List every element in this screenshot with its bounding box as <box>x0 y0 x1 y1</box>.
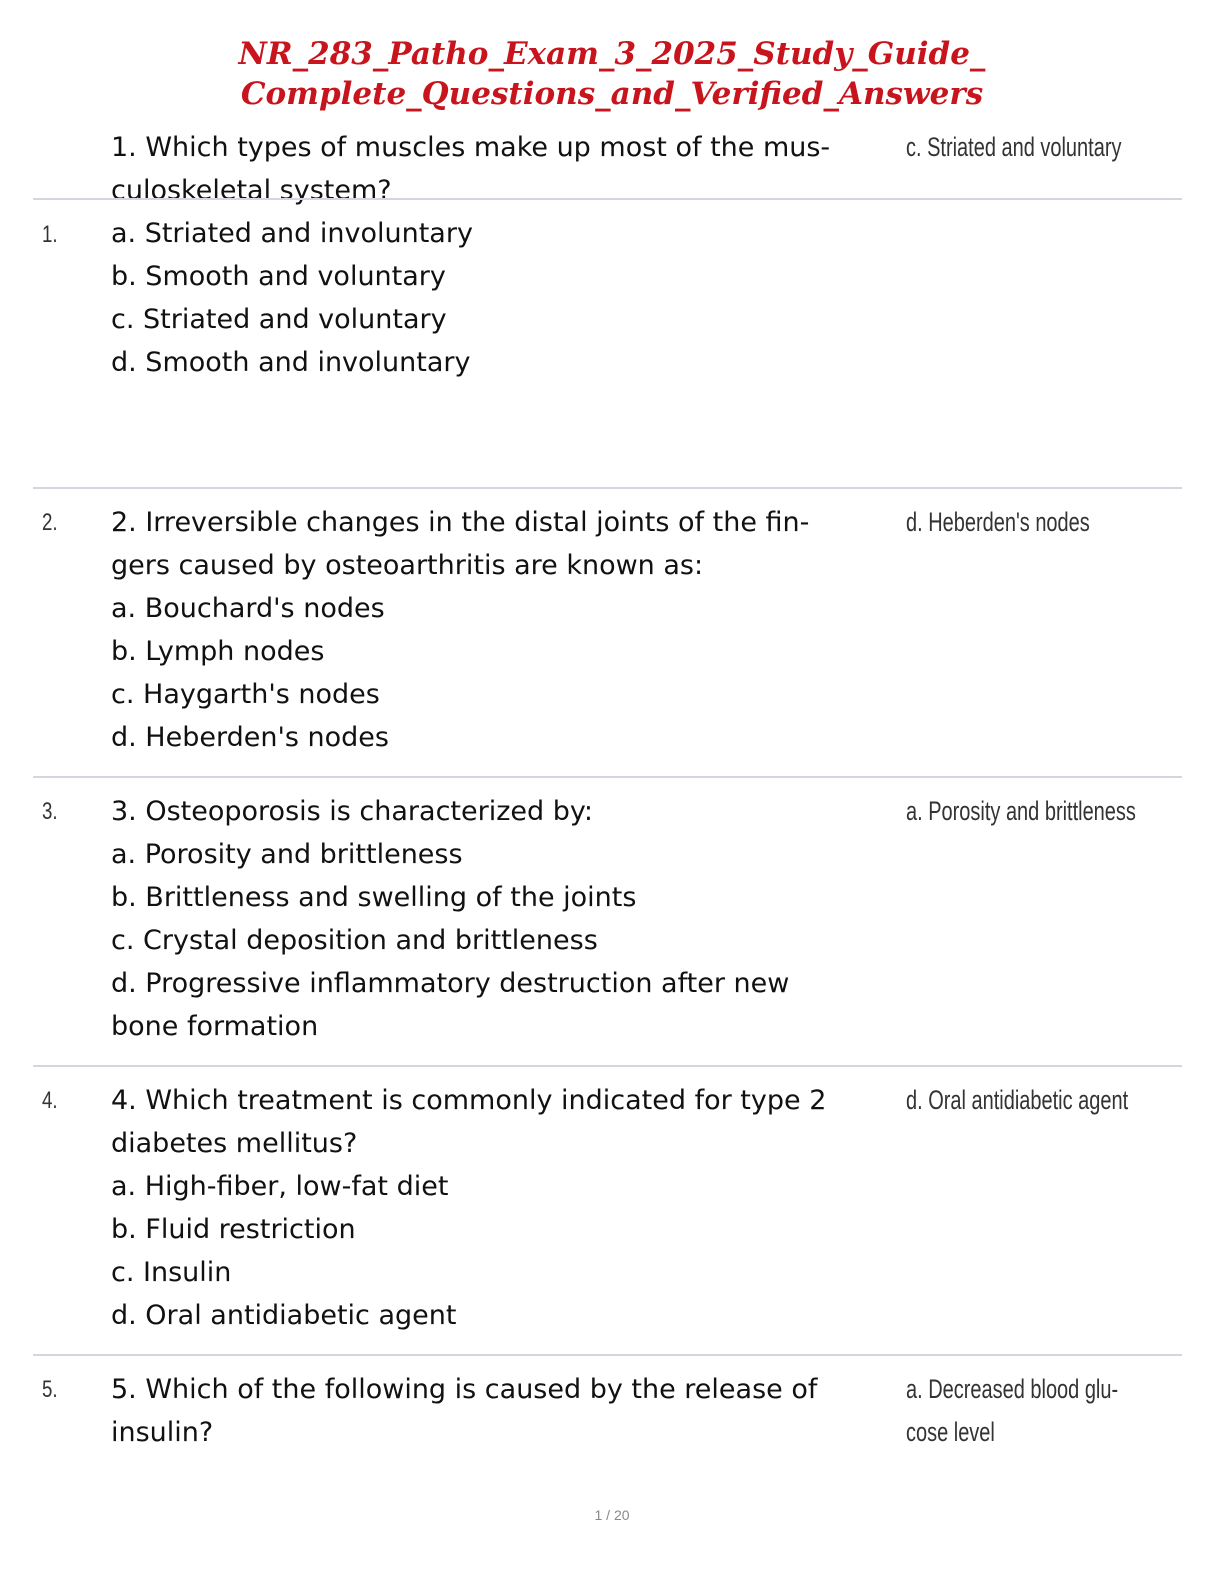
question-number-3: 3. <box>42 798 58 825</box>
question-number-2: 2. <box>42 509 58 536</box>
question-text-2 <box>111 501 891 759</box>
answer-line: d. Heberden's nodes <box>906 507 1090 537</box>
option-c: c. Crystal deposition and brittleness <box>111 925 598 956</box>
question-line: culoskeletal system? <box>111 175 392 206</box>
question-line: diabetes mellitus? <box>111 1128 358 1159</box>
option-c: c. Insulin <box>111 1257 232 1288</box>
page-indicator: 1 / 20 <box>594 1507 630 1523</box>
question-line: 3. Osteoporosis is characterized by: <box>111 796 593 827</box>
answer-line: a. Porosity and brittleness <box>906 796 1136 826</box>
option-d: d. Oral antidiabetic agent <box>111 1300 457 1331</box>
answer-1 <box>906 126 1121 169</box>
option-c: c. Striated and voluntary <box>111 304 447 335</box>
option-a: a. Striated and involuntary <box>111 218 473 249</box>
question-number-5: 5. <box>42 1376 58 1403</box>
option-c: c. Haygarth's nodes <box>111 679 380 710</box>
question-text-4 <box>111 1079 891 1337</box>
question-line: gers caused by osteoarthritis are known as: <box>111 550 704 581</box>
option-d: d. Smooth and involuntary <box>111 347 471 378</box>
question-line: 1. Which types of muscles make up most of the mus- <box>111 132 831 163</box>
answer-line: c. Striated and voluntary <box>906 132 1122 162</box>
question-line: insulin? <box>111 1417 214 1448</box>
question-line: 5. Which of the following is caused by the release of <box>111 1374 818 1405</box>
option-b: b. Lymph nodes <box>111 636 325 667</box>
option-d-continued: bone formation <box>111 1011 319 1042</box>
answer-3 <box>906 790 1136 833</box>
option-a: a. Porosity and brittleness <box>111 839 463 870</box>
option-d: d. Progressive inflammatory destruction after new <box>111 968 790 999</box>
question-line: 2. Irreversible changes in the distal joints of the fin- <box>111 507 810 538</box>
question-number-4: 4. <box>42 1087 58 1114</box>
question-text-1 <box>111 126 891 384</box>
answer-2 <box>906 501 1090 544</box>
answer-4 <box>906 1079 1128 1122</box>
question-text-3 <box>111 790 891 1048</box>
question-text-5 <box>111 1368 891 1454</box>
answer-5 <box>906 1368 1118 1454</box>
divider <box>33 1065 1182 1067</box>
divider <box>33 198 1182 200</box>
option-d: d. Heberden's nodes <box>111 722 389 753</box>
option-b: b. Brittleness and swelling of the joints <box>111 882 637 913</box>
option-a: a. Bouchard's nodes <box>111 593 385 624</box>
option-b: b. Fluid restriction <box>111 1214 356 1245</box>
divider <box>33 776 1182 778</box>
answer-line: a. Decreased blood glu- <box>906 1374 1119 1404</box>
option-b: b. Smooth and voluntary <box>111 261 446 292</box>
question-line: 4. Which treatment is commonly indicated for type 2 <box>111 1085 827 1116</box>
question-number-1: 1. <box>42 221 58 248</box>
answer-line: d. Oral antidiabetic agent <box>906 1085 1129 1115</box>
document-title-line-2: Complete_Questions_and_Verified_Answers <box>240 76 984 112</box>
option-a: a. High-fiber, low-fat diet <box>111 1171 449 1202</box>
answer-line: cose level <box>906 1417 995 1447</box>
divider <box>33 1354 1182 1356</box>
document-title-line-1: NR_283_Patho_Exam_3_2025_Study_Guide_ <box>238 36 986 72</box>
divider <box>33 487 1182 489</box>
